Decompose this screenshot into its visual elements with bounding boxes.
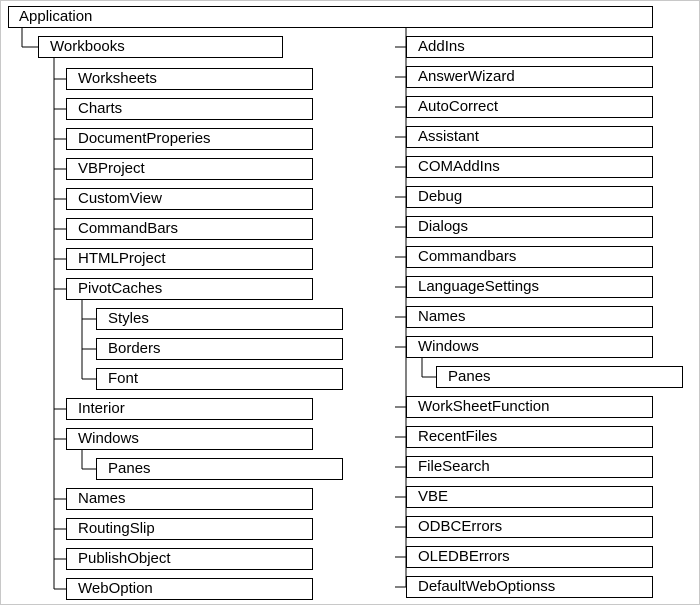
node-right-oledberrors: OLEDBErrors	[406, 546, 653, 568]
node-right-autocorrect: AutoCorrect	[406, 96, 653, 118]
node-weboption: WebOption	[66, 578, 313, 600]
node-right-languagesettings: LanguageSettings	[406, 276, 653, 298]
node-windows-panes: Panes	[96, 458, 343, 480]
node-right-windows: Windows	[406, 336, 653, 358]
node-windows: Windows	[66, 428, 313, 450]
node-right-dialogs: Dialogs	[406, 216, 653, 238]
node-right-windows-panes: Panes	[436, 366, 683, 388]
node-routingslip: RoutingSlip	[66, 518, 313, 540]
node-worksheets: Worksheets	[66, 68, 313, 90]
node-right-commandbars: Commandbars	[406, 246, 653, 268]
node-pivotcaches-font: Font	[96, 368, 343, 390]
root-node-application: Application	[8, 6, 653, 28]
node-right-debug: Debug	[406, 186, 653, 208]
node-vbproject: VBProject	[66, 158, 313, 180]
node-pivotcaches-borders: Borders	[96, 338, 343, 360]
node-htmlproject: HTMLProject	[66, 248, 313, 270]
node-pivotcaches-styles: Styles	[96, 308, 343, 330]
node-names: Names	[66, 488, 313, 510]
node-right-vbe: VBE	[406, 486, 653, 508]
node-commandbars: CommandBars	[66, 218, 313, 240]
node-right-names: Names	[406, 306, 653, 328]
node-pivotcaches: PivotCaches	[66, 278, 313, 300]
node-right-comaddins: COMAddIns	[406, 156, 653, 178]
node-publishobject: PublishObject	[66, 548, 313, 570]
node-right-worksheetfunction: WorkSheetFunction	[406, 396, 653, 418]
node-right-filesearch: FileSearch	[406, 456, 653, 478]
node-right-answerwizard: AnswerWizard	[406, 66, 653, 88]
node-right-recentfiles: RecentFiles	[406, 426, 653, 448]
node-customview: CustomView	[66, 188, 313, 210]
node-right-addins: AddIns	[406, 36, 653, 58]
node-charts: Charts	[66, 98, 313, 120]
node-workbooks: Workbooks	[38, 36, 283, 58]
node-documentproperies: DocumentProperies	[66, 128, 313, 150]
node-interior: Interior	[66, 398, 313, 420]
node-right-odbcerrors: ODBCErrors	[406, 516, 653, 538]
node-right-defaultweboptionss: DefaultWebOptionss	[406, 576, 653, 598]
node-right-assistant: Assistant	[406, 126, 653, 148]
